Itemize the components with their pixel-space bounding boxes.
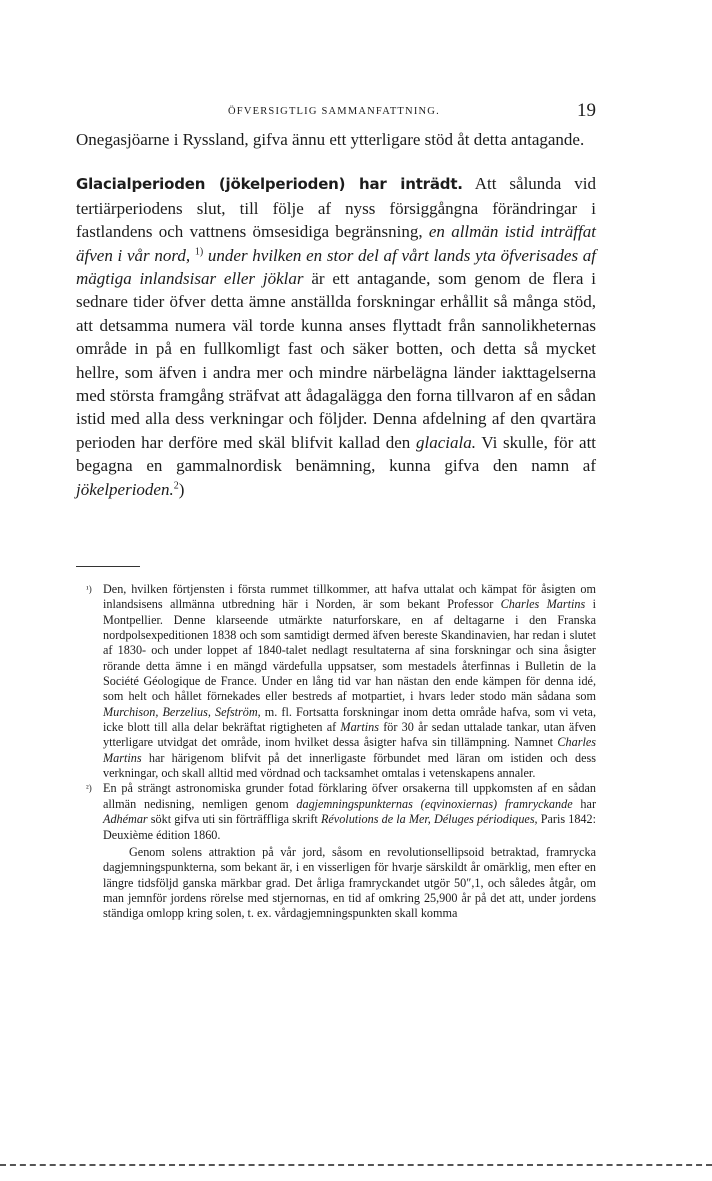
text-run: Genom solens attraktion på vår jord, såsom en revolutionsellipsoid betraktad, framrycka dagjemningspunkterna, som bekant är, i en visserligen för hvarje särskildt år omärklig, men efter en längre tidsföljd ganska märkbar grad. Det årliga framryckandet utgör 50″,1, och således åtgår, om man jemnför jordens rörelse med stjernornas, en tid af omkring 25,900 år på det att, under jordens ständiga omlopp kring solen, t. ex. vårdagjemningspunkten skall komma xyxy=(103,844,596,921)
running-title: ÖFVERSIGTLIG SAMMANFATTNING. xyxy=(228,106,440,117)
text-run: har härigenom blifvit på det innerligaste förbundet med läran om istiden och dess verkningar, och skall alltid med vördnad och tacksamhet omtalas i vetenskapens annaler. xyxy=(103,750,596,781)
text-run: m. fl. Fortsatta forskningar inom detta område hafva, som vi veta, icke blott till alla delar bekräftat rigtigheten af xyxy=(103,704,597,735)
text-run: En på strängt astronomiska grunder fotad förklaring öfver orsakerna till uppkomsten af en sådan allmän nedisning, nemligen genom xyxy=(103,781,596,811)
text-run: sökt gifva uti sin förträffliga skrift xyxy=(147,812,321,827)
footnote-mark: ²) xyxy=(86,783,92,794)
footnote-ref-2: 2 xyxy=(173,480,179,492)
footnote-separator xyxy=(76,566,140,567)
italic-run: en allmän istid inträffat äfven i vår nord, xyxy=(76,222,596,265)
text-run: Den, hvilken förtjensten i första rummet tillkommer, att hafva uttalat och kämpat för åsigten om inlandsisens allmänna utbredning här i Norden, är som bekant Professor xyxy=(103,582,596,612)
footnote-mark: ¹) xyxy=(86,584,92,594)
italic-run: Charles Martins xyxy=(103,735,596,765)
text-run: för 30 år sedan uttalade tankar, utan äfven ytterligare utvidgat det område, inom hvilket dessa åsigter hafva sin tillämpning. Namnet xyxy=(103,720,596,750)
footnotes xyxy=(76,582,596,922)
italic-run: Charles Martins xyxy=(500,597,586,612)
text-run: ) xyxy=(178,479,185,499)
page-number: 19 xyxy=(577,100,596,121)
paragraph-continuation xyxy=(76,128,596,151)
paragraph-lead-heading: Glacialperioden (jökelperioden) har inträdt. xyxy=(76,175,463,194)
text-run: har xyxy=(572,796,596,811)
italic-run: jökelperioden. xyxy=(76,479,174,499)
text-run: Vi skulle, för att begagna en gammalnordisk benämning, kunna gifva den namn af xyxy=(76,432,597,476)
main-text xyxy=(76,128,596,501)
italic-run: Martins xyxy=(340,720,380,735)
footnote-2 xyxy=(76,781,596,842)
text-run: Paris 1842: Deuxième édition 1860. xyxy=(103,812,596,842)
text-run: Att sålunda vid tertiärperiodens slut, till följe af nyss försiggångna förändringar i fastlandens och vattnens ömsesidiga begränsning, xyxy=(76,174,596,242)
italic-run: under hvilken en stor del af vårt lands yta öfverisades af mägtiga inlandsisar eller jöklar xyxy=(76,245,597,289)
italic-run: Révolutions de la Mer, Déluges périodiques, xyxy=(320,812,538,827)
text-run: är ett antagande, som genom de flera i sednare tider öfver detta ämne anställda forskningar erhållit så många stöd, att detsamma numera väl torde kunna anses flyttadt från sannolikheternas område in på en fullkomligt fast och säker botten, och detta så mycket hellre, som äfven i andra mer och mindre närbelägna länder iakttagelserna med största framgång sträfvat att ådagalägga den forna tillvaron af en sådan istid med alla dess verkningar och följder. Denna afdelning af den qvartära perioden har derföre med skäl blifvit kallad den xyxy=(76,269,597,452)
footnote-ref-1: 1 xyxy=(194,245,200,257)
paragraph-glacial-period xyxy=(76,172,596,501)
italic-run: Murchison, Berzelius, Sefström, xyxy=(103,704,261,719)
italic-run: glaciala. xyxy=(415,432,476,452)
footnote-2-continuation xyxy=(76,845,596,922)
page-header xyxy=(76,100,596,124)
italic-run: Adhémar xyxy=(103,812,148,827)
scan-edge-line xyxy=(0,1164,712,1166)
paragraph-continuation-text: Onegasjöarne i Ryssland, gifva ännu ett ytterligare stöd åt detta antagande. xyxy=(76,130,585,149)
footnote-ref-paren: ) xyxy=(199,245,204,257)
text-run: i Montpellier. Denne klarseende utmärkte naturforskare, en af deltagarne i den Franska nordpolsexpeditionen 1838 och som samtidigt dermed äfven bereste Skandinavien, har redan i slutet af 1830- och under loppet af 1840-talet nedlagt resultaterna af sina forskningar och sina åsigter rörande detta ämne i en mängd värdefulla uppsatser, som mestadels återfinnas i Bulletin de la Société Géologique de France. Under en lång tid var han nästan den ende kämpen för denna idé, som helt och hållet förnekades eller bestreds af motpartiet, i hvars leder stodo män sådana som xyxy=(103,597,596,704)
footnote-1 xyxy=(76,582,596,781)
italic-run: dagjemningspunkternas (eqvinoxiernas) framryckande xyxy=(296,796,573,811)
